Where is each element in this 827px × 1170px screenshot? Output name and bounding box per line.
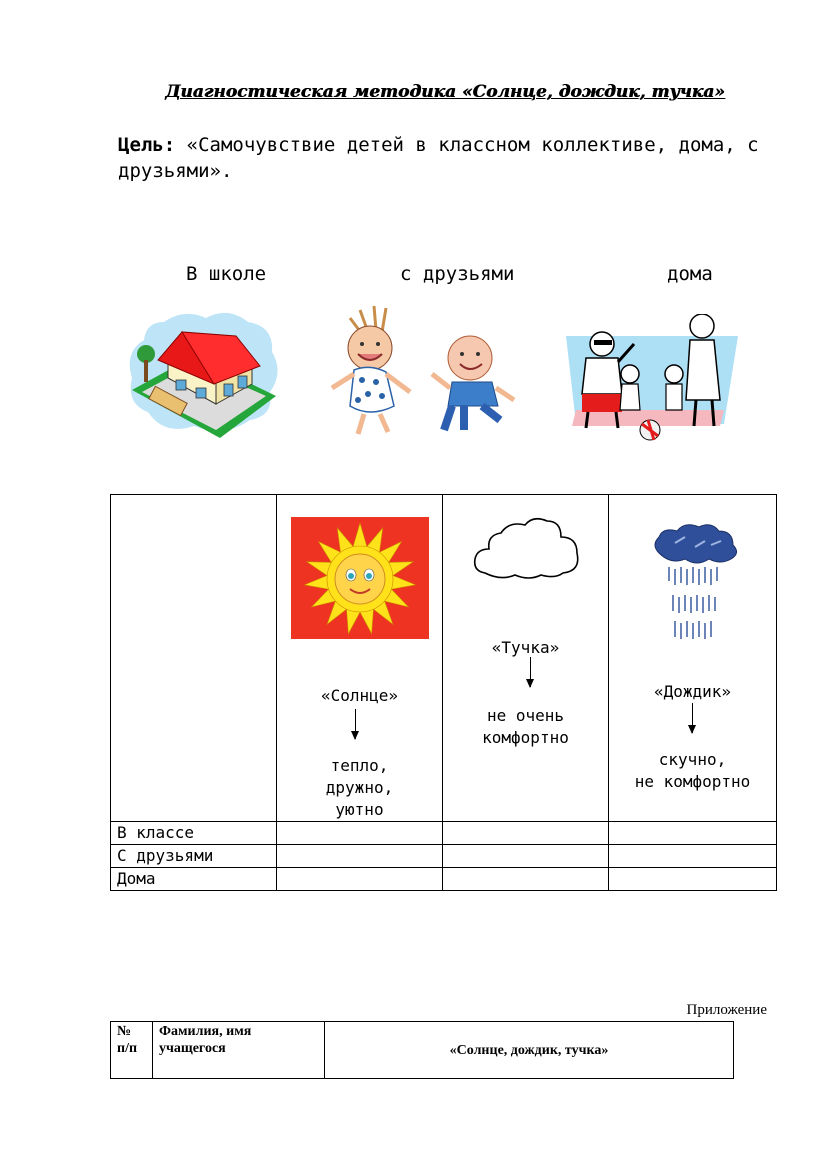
sun-label: «Солнце» — [320, 686, 399, 705]
answer-cell[interactable] — [609, 868, 777, 891]
cloud-label: «Тучка» — [491, 638, 560, 657]
table-row — [111, 868, 777, 891]
row-label-friends: С друзьями — [111, 845, 277, 868]
friends-illustration — [324, 302, 520, 440]
rain-meaning-line-2: не комфортно — [634, 772, 751, 791]
family-illustration — [562, 314, 742, 444]
cloud-icon — [471, 515, 583, 581]
goal-paragraph — [118, 132, 778, 184]
sun-meaning-line-3: уютно — [335, 800, 384, 819]
sun-meaning-line-2: дружно, — [325, 778, 394, 797]
roster-header-number-line-2: п/п — [117, 1041, 138, 1056]
row-label-class: В классе — [111, 822, 277, 845]
roster-header-number-line-1: № — [117, 1024, 132, 1039]
row-label-home: Дома — [111, 868, 277, 891]
cloud-symbol-cell — [443, 495, 609, 822]
document-title: Диагностическая методика «Солнце, дождик, тучка» — [165, 82, 725, 102]
rain-cloud-icon — [651, 523, 739, 645]
roster-header-method: «Солнце, дождик, тучка» — [325, 1022, 734, 1079]
rain-arrow — [692, 703, 693, 733]
header-empty-cell — [111, 495, 277, 822]
place-label-home: дома — [667, 263, 713, 285]
appendix-label: Приложение — [686, 1002, 767, 1018]
place-label-school: В школе — [186, 263, 267, 285]
table-row — [111, 822, 777, 845]
mood-table — [110, 494, 777, 891]
answer-cell[interactable] — [443, 868, 609, 891]
school-house-illustration — [124, 308, 284, 440]
sun-icon — [291, 517, 429, 639]
rain-meaning-line-1: скучно, — [658, 750, 727, 769]
rain-symbol-cell — [609, 495, 777, 822]
roster-header-name-line-1: Фамилия, имя — [159, 1024, 252, 1039]
cloud-meaning-line-2: комфортно — [482, 728, 569, 747]
sun-meaning-line-1: тепло, — [330, 756, 389, 775]
answer-cell[interactable] — [443, 845, 609, 868]
roster-header-name-line-2: учащегося — [159, 1041, 226, 1056]
table-row — [111, 845, 777, 868]
cloud-arrow — [530, 657, 531, 687]
cloud-meaning-line-1: не очень — [486, 706, 565, 725]
roster-table — [110, 1021, 734, 1079]
answer-cell[interactable] — [277, 822, 443, 845]
answer-cell[interactable] — [277, 868, 443, 891]
sun-symbol-cell — [277, 495, 443, 822]
goal-text: «Самочувствие детей в классном коллективе, дома, с друзьями». — [118, 134, 759, 182]
answer-cell[interactable] — [609, 845, 777, 868]
roster-header-number — [111, 1022, 153, 1079]
rain-label: «Дождик» — [653, 682, 732, 701]
place-label-friends: с друзьями — [400, 263, 515, 285]
goal-label: Цель: — [118, 134, 176, 156]
roster-header-name — [153, 1022, 325, 1079]
answer-cell[interactable] — [609, 822, 777, 845]
answer-cell[interactable] — [277, 845, 443, 868]
answer-cell[interactable] — [443, 822, 609, 845]
sun-arrow — [355, 709, 356, 739]
